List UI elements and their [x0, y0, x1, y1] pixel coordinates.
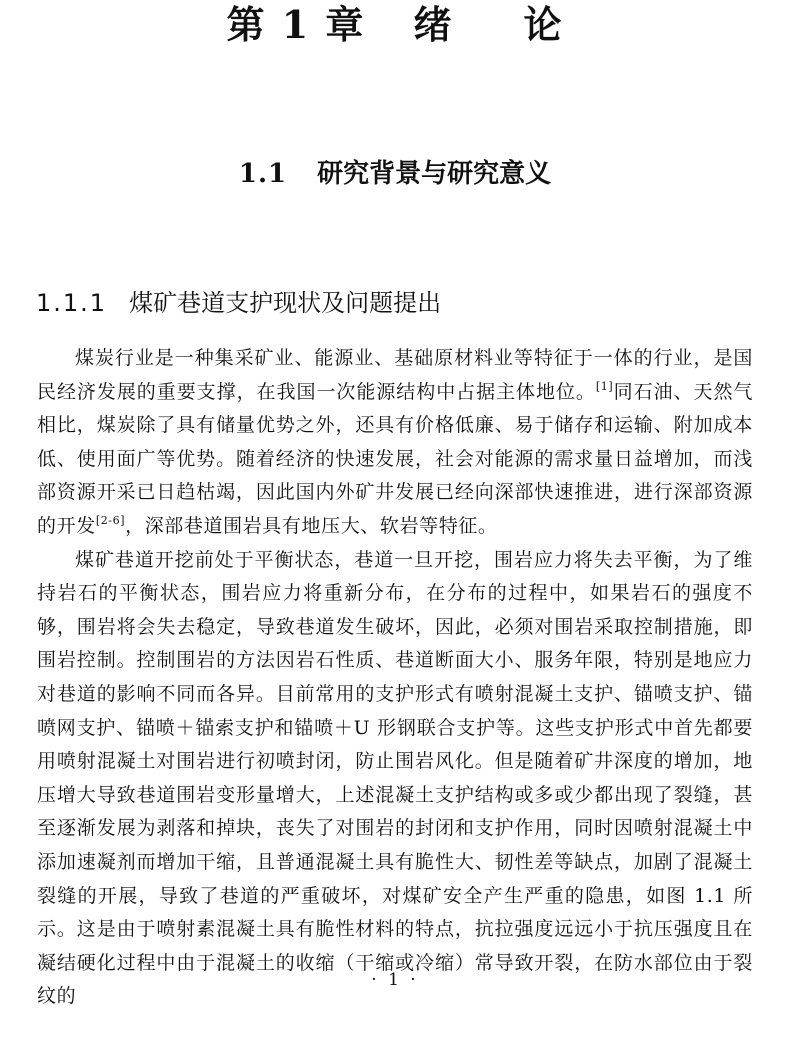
paragraph-2: 煤矿巷道开挖前处于平衡状态，巷道一旦开挖，围岩应力将失去平衡，为了维持岩石的平衡状态，围岩应力将重新分布，在分布的过程中，如果岩石的强度不够，围岩将会失去稳定，导致巷道发生破坏，因此，必须对围岩采取控制措施，即围岩控制。控制围岩的方法因岩石性质、巷道断面大小、服务年限，特别是地应力对巷道的影响不同而各异。目前常用的支护形式有喷射混凝土支护、锚喷支护、锚喷网支护、锚喷＋锚索支护和锚喷＋U 形钢联合支护等。这些支护形式中首先都要用喷射混凝土对围岩进行初喷封闭，防止围岩风化。但是随着矿井深度的增加，地压增大导致巷道围岩变形量增大，上述混凝土支护结构或多或少都出现了裂缝，甚至逐渐发展为剥落和掉块，丧失了对围岩的封闭和支护作用，同时因喷射混凝土中添加速凝剂而增加干缩，且普通混凝土具有脆性大、韧性差等缺点，加剧了混凝土裂缝的开展，导致了巷道的严重破坏，对煤矿安全产生严重的隐患，如图 1.1 所示。这是由于喷射素混凝土具有脆性材料的特点，抗拉强度远远小于抗压强度且在凝结硬化过程中由于混凝土的收缩（干缩或冷缩）常导致开裂，在防水部位由于裂纹的 — [37, 548, 753, 1008]
chapter-title-part2: 论 — [523, 2, 564, 47]
body-text — [37, 342, 753, 1014]
paragraph-1-part-c: ，深部巷道围岩具有地压大、软岩等特征。 — [125, 514, 498, 537]
section-heading — [0, 153, 790, 190]
subsection-title: 煤矿巷道支护现状及问题提出 — [129, 289, 442, 317]
paragraph-1-part-a: 煤炭行业是一种集采矿业、能源业、基础原材料业等特征于一体的行业，是国民经济发展的重要支撑，在我国一次能源结构中占据主体地位。 — [37, 347, 753, 403]
section-title: 研究背景与研究意义 — [317, 159, 552, 189]
subsection-number: 1.1.1 — [36, 289, 108, 317]
subsection-heading — [36, 283, 441, 318]
page-number: · 1 · — [371, 970, 419, 990]
citation-ref-1: [1] — [595, 379, 614, 393]
chapter-title — [0, 0, 790, 49]
citation-ref-2-6: [2-6] — [95, 513, 126, 527]
chapter-title-part1: 绪 — [413, 2, 454, 47]
paragraph-1 — [37, 342, 753, 544]
chapter-label: 第 1 章 — [226, 2, 366, 47]
section-number: 1.1 — [238, 159, 288, 189]
paragraph-1-part-b: 同石油、天然气相比，煤炭除了具有储量优势之外，还具有价格低廉、易于储存和运输、附加成本低、使用面广等优势。随着经济的快速发展，社会对能源的需求量日益增加，而浅部资源开采已日趋枯竭，因此国内外矿井发展已经向深部快速推进，进行深部资源的开发 — [37, 380, 754, 537]
